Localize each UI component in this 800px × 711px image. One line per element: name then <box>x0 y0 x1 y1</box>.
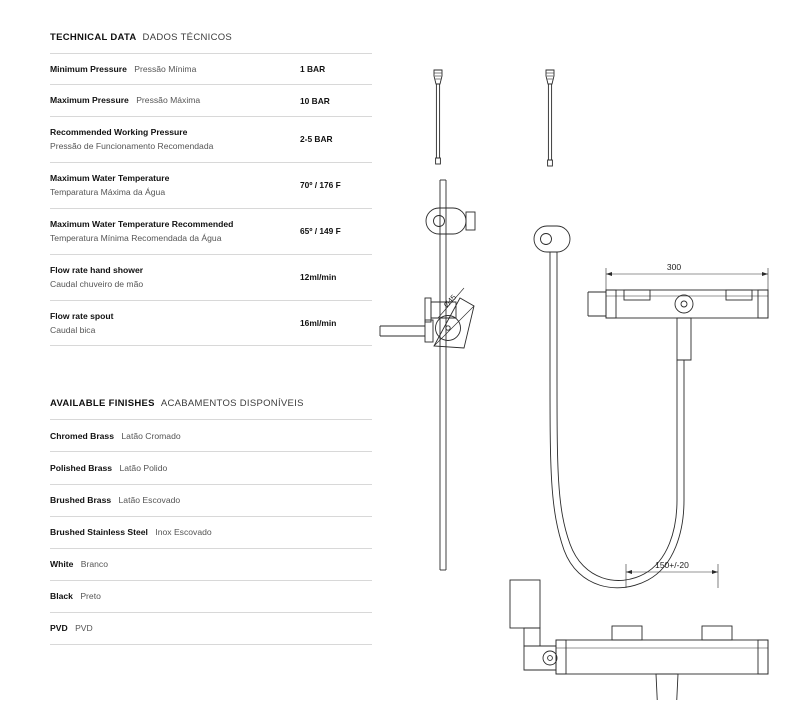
spec-label-en: Minimum Pressure <box>50 64 127 74</box>
finish-label-en: Brushed Stainless Steel <box>50 527 148 538</box>
spec-label-pt: Pressão Mínima <box>134 64 197 74</box>
available-finishes-table <box>50 419 372 644</box>
finish-label-pt: Preto <box>80 591 101 602</box>
spec-label-pt: Pressão Máxima <box>136 95 201 106</box>
finish-label-en: Chromed Brass <box>50 430 114 441</box>
table-row <box>50 85 372 116</box>
table-row <box>50 54 372 85</box>
finish-label-en: Polished Brass <box>50 462 113 473</box>
finish-label-pt: PVD <box>75 623 93 634</box>
spec-label-pt: Temperatura Mínima Recomendada da Água <box>50 233 222 244</box>
spec-label-en: Recommended Working Pressure <box>50 126 188 137</box>
specifications-column <box>50 32 372 645</box>
table-row <box>50 162 372 208</box>
drawing-slide-rail-front-view <box>380 70 475 570</box>
available-finishes-heading-en: AVAILABLE FINISHES <box>50 398 155 410</box>
technical-drawings-svg <box>378 40 790 700</box>
finish-label <box>50 516 372 548</box>
drawing-bath-mixer-side-view <box>510 560 768 700</box>
technical-drawings-column <box>378 40 790 700</box>
spec-label-pt: Caudal bica <box>50 324 96 335</box>
spec-label-en: Maximum Water Temperature <box>50 172 170 183</box>
spec-label-en: Maximum Water Temperature Recommended <box>50 218 234 229</box>
spec-label <box>50 85 300 116</box>
table-row <box>50 254 372 300</box>
spec-label-pt: Caudal chuveiro de mão <box>50 279 144 290</box>
dimension-150-plus-minus-20: 150+/-20 <box>655 560 689 570</box>
finish-label-en: White <box>50 559 74 570</box>
available-finishes-heading <box>50 398 372 419</box>
dimension-diameter-45: Ø45 <box>441 292 458 310</box>
spec-value: 1 BAR <box>300 64 326 75</box>
finish-label <box>50 452 372 484</box>
table-row <box>50 116 372 162</box>
table-row <box>50 612 372 644</box>
finish-label-en: PVD <box>50 623 68 634</box>
finish-label <box>50 612 372 644</box>
finish-label-en: Black <box>50 591 73 602</box>
spec-label-en: Flow rate spout <box>50 310 114 321</box>
finish-label-pt: Latão Escovado <box>118 495 181 505</box>
table-row <box>50 580 372 612</box>
dimension-300: 300 <box>666 262 682 272</box>
spec-value: 10 BAR <box>300 95 330 106</box>
technical-data-heading-pt: DADOS TÉCNICOS <box>142 32 233 43</box>
technical-data-table <box>50 53 372 346</box>
spec-value: 2-5 BAR <box>300 134 333 145</box>
spec-label <box>50 254 300 300</box>
spec-value: 65º / 149 F <box>300 226 341 237</box>
finish-label-pt: Inox Escovado <box>155 527 212 538</box>
table-row <box>50 208 372 254</box>
finish-label-en: Brushed Brass <box>50 495 112 505</box>
spec-label <box>50 208 300 254</box>
finish-label-pt: Latão Cromado <box>121 430 181 441</box>
spec-label <box>50 54 300 85</box>
finish-label <box>50 580 372 612</box>
finish-label-pt: Latão Polido <box>119 462 168 473</box>
drawing-thermostatic-bar-top <box>588 262 768 360</box>
table-row <box>50 420 372 452</box>
drawing-hand-shower-with-hose <box>534 70 684 588</box>
table-row <box>50 300 372 346</box>
available-finishes-heading-pt: ACABAMENTOS DISPONÍVEIS <box>160 398 304 410</box>
table-row <box>50 484 372 516</box>
spec-label-en: Flow rate hand shower <box>50 264 144 275</box>
finish-label <box>50 420 372 452</box>
spec-label-pt: Temparatura Máxima da Água <box>50 187 166 198</box>
spec-label <box>50 116 300 162</box>
spec-label <box>50 162 300 208</box>
technical-data-heading-en: TECHNICAL DATA <box>50 32 137 43</box>
finish-label <box>50 548 372 580</box>
spec-value: 70º / 176 F <box>300 180 341 191</box>
spec-label-pt: Pressão de Funcionamento Recomendada <box>50 141 214 152</box>
spec-label <box>50 300 300 346</box>
table-row <box>50 516 372 548</box>
finish-label <box>50 484 372 516</box>
spec-label-en: Maximum Pressure <box>50 95 129 106</box>
table-row <box>50 548 372 580</box>
technical-data-heading <box>50 32 372 53</box>
spec-value: 12ml/min <box>300 271 337 282</box>
table-row <box>50 452 372 484</box>
finish-label-pt: Branco <box>80 559 109 570</box>
spec-value: 16ml/min <box>300 317 337 328</box>
